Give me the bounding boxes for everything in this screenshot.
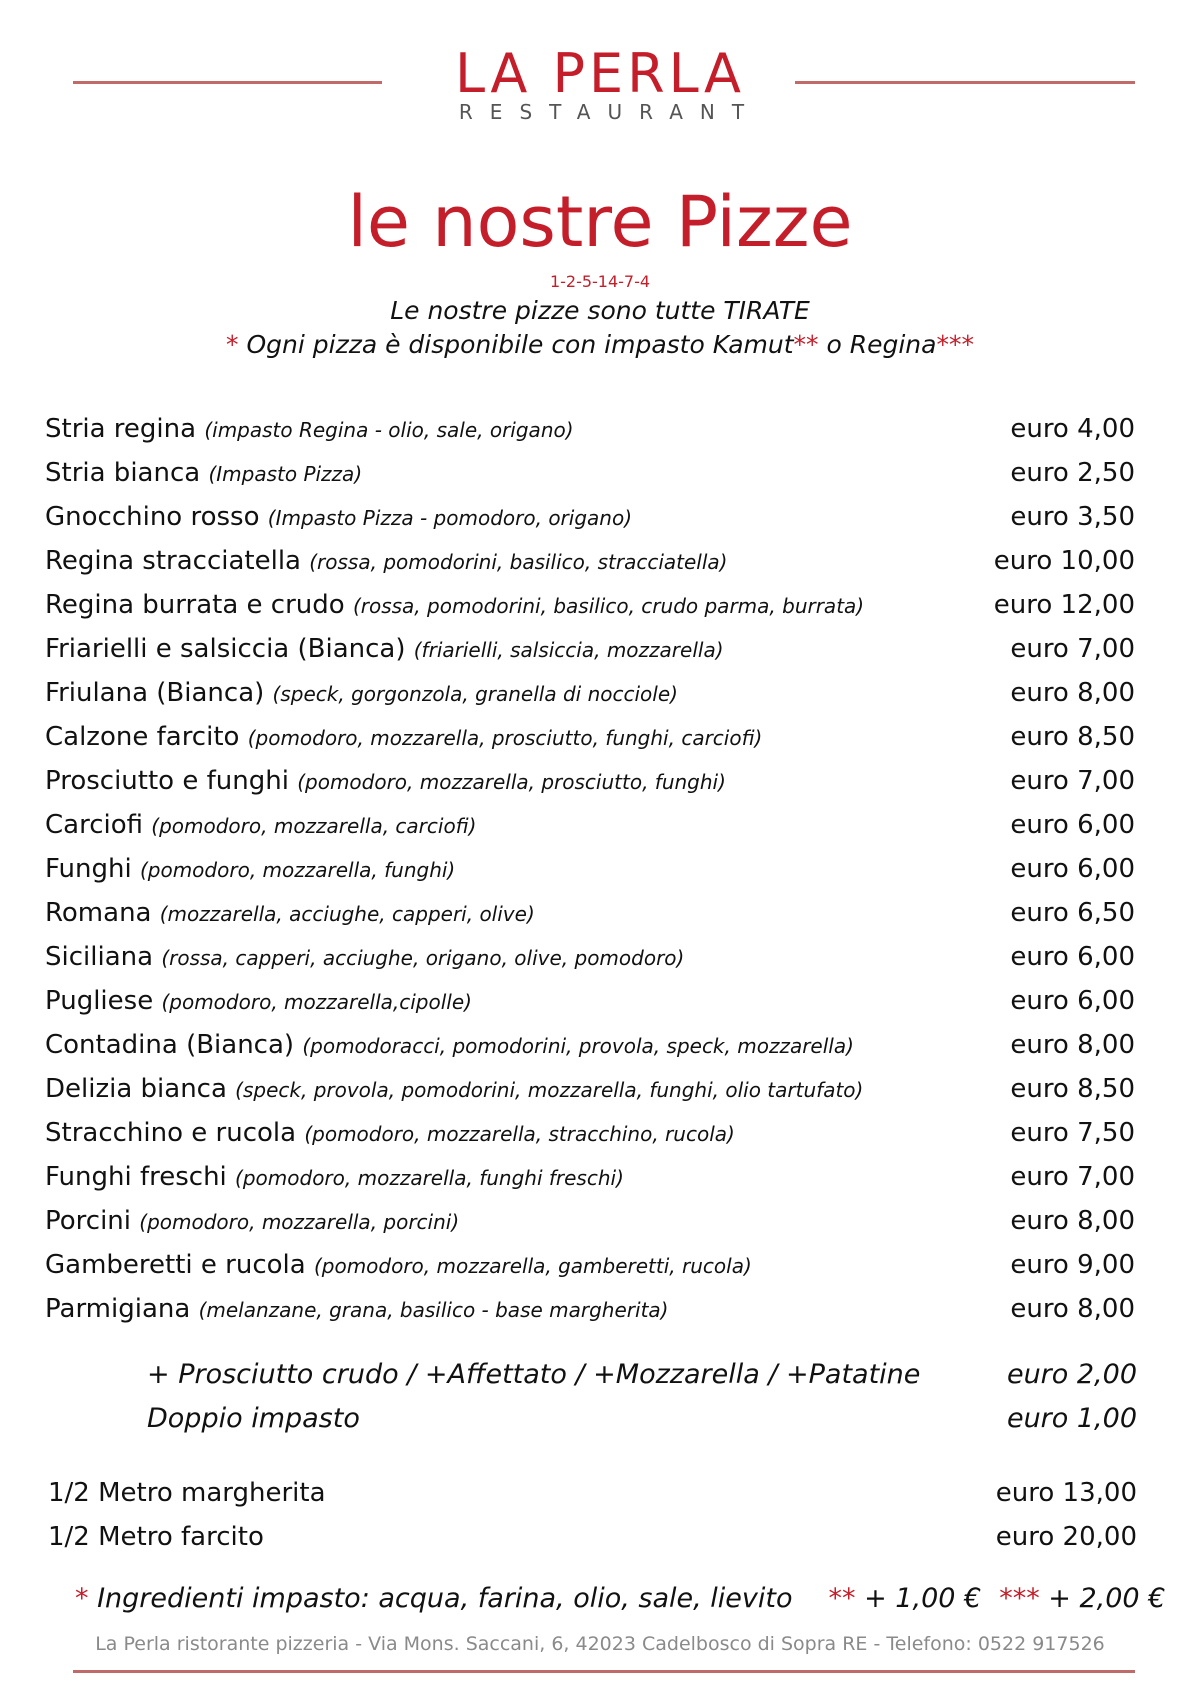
pizza-name-line: [45, 632, 724, 667]
pizza-ingredients: (rossa, pomodorini, basilico, crudo parma, burrata): [352, 594, 865, 618]
pizza-name-line: [45, 720, 762, 755]
pizza-name-line: [45, 1116, 735, 1151]
pizza-name-line: [45, 544, 727, 579]
pizza-price: euro 8,00: [1010, 1030, 1135, 1060]
pizza-name: Gnocchino rosso: [45, 502, 268, 532]
pizza-ingredients: (pomodoro, mozzarella, carciofi): [151, 814, 477, 838]
note-text-b: o Regina: [818, 330, 937, 359]
pizza-ingredients: (pomodoro, mozzarella, prosciutto, funghi): [297, 770, 726, 794]
pizza-price: euro 8,00: [1010, 678, 1135, 708]
extra-price: euro 2,00: [1006, 1359, 1137, 1390]
pizza-price: euro 6,00: [1010, 942, 1135, 972]
list-item: [45, 716, 1135, 760]
pizza-ingredients: (mozzarella, acciughe, capperi, olive): [159, 902, 535, 926]
list-item: [45, 1156, 1135, 1200]
pizza-price: euro 4,00: [1010, 414, 1135, 444]
pizza-name: Delizia bianca: [45, 1074, 236, 1104]
pizza-name-line: [45, 500, 632, 535]
pizza-ingredients: (pomodoro, mozzarella, prosciutto, funghi, carciofi): [247, 726, 763, 750]
metro-price: euro 13,00: [995, 1478, 1137, 1508]
pizza-price: euro 7,00: [1010, 634, 1135, 664]
extra-price: euro 1,00: [1006, 1403, 1137, 1434]
pizza-ingredients: (pomodoracci, pomodorini, provola, speck, mozzarella): [302, 1034, 854, 1058]
list-item: [45, 892, 1135, 936]
note-stars3: ***: [936, 330, 974, 359]
pizza-ingredients: (pomodoro, mozzarella, funghi freschi): [235, 1166, 624, 1190]
pizza-name-line: [45, 808, 476, 843]
pizza-price: euro 3,50: [1010, 502, 1135, 532]
footer-rule: [73, 1670, 1135, 1673]
pizza-name-line: [45, 1028, 854, 1063]
list-item: [45, 936, 1135, 980]
pizza-price: euro 2,50: [1010, 458, 1135, 488]
pizza-price: euro 6,00: [1010, 854, 1135, 884]
pizza-price: euro 6,00: [1010, 986, 1135, 1016]
pizza-ingredients: (friarielli, salsiccia, mozzarella): [413, 638, 724, 662]
footer-ingredients: Ingredienti impasto: acqua, farina, olio, sale, lievito: [88, 1583, 793, 1614]
pizza-ingredients: (speck, gorgonzola, granella di nocciole): [272, 682, 678, 706]
brand-subtitle: RESTAURANT: [458, 100, 762, 124]
pizza-ingredients: (pomodoro, mozzarella, stracchino, rucola): [304, 1122, 735, 1146]
pizza-name-line: [45, 1292, 668, 1327]
pizza-name: Regina burrata e crudo: [45, 590, 353, 620]
pizza-name-line: [45, 940, 684, 975]
extras-list: [147, 1356, 1137, 1444]
footer-star: *: [75, 1583, 89, 1614]
list-item: [45, 1244, 1135, 1288]
pizza-name: Funghi freschi: [45, 1162, 236, 1192]
extra-name: Doppio impasto: [147, 1403, 360, 1434]
metro-name: 1/2 Metro margherita: [48, 1478, 326, 1508]
pizza-name: Carciofi: [45, 810, 152, 840]
list-item: [45, 540, 1135, 584]
list-item: [45, 452, 1135, 496]
pizza-name-line: [45, 896, 535, 931]
pizza-price: euro 9,00: [1010, 1250, 1135, 1280]
allergen-codes: 1-2-5-14-7-4: [549, 272, 651, 291]
pizza-price: euro 12,00: [993, 590, 1135, 620]
pizza-name: Porcini: [45, 1206, 140, 1236]
pizza-ingredients: (pomodoro, mozzarella, funghi): [139, 858, 456, 882]
metro-item: [48, 1516, 1137, 1560]
pizza-name: Funghi: [45, 854, 140, 884]
extra-name: + Prosciutto crudo / +Affettato / +Mozzarella / +Patatine: [147, 1359, 921, 1390]
pizza-price: euro 6,00: [1010, 810, 1135, 840]
pizza-ingredients: (pomodoro, mozzarella, gamberetti, rucola): [313, 1254, 752, 1278]
pizza-name: Regina stracciatella: [45, 546, 310, 576]
page-title: le nostre Pizze: [347, 181, 853, 263]
pizza-name: Contadina (Bianca): [45, 1030, 303, 1060]
pizza-price: euro 6,50: [1010, 898, 1135, 928]
pizza-ingredients: (speck, provola, pomodorini, mozzarella, funghi, olio tartufato): [235, 1078, 864, 1102]
pizza-name-line: [45, 1160, 624, 1195]
pizza-name-line: [45, 412, 574, 447]
pizza-name: Stracchino e rucola: [45, 1118, 305, 1148]
pizza-ingredients: (pomodoro, mozzarella, porcini): [139, 1210, 460, 1234]
pizza-name: Pugliese: [45, 986, 162, 1016]
list-item: [45, 672, 1135, 716]
list-item: [45, 496, 1135, 540]
metro-item: [48, 1472, 1137, 1516]
pizza-name-line: [45, 852, 455, 887]
pizza-price: euro 8,00: [1010, 1206, 1135, 1236]
list-item: [45, 1200, 1135, 1244]
pizza-name: Romana: [45, 898, 160, 928]
pizza-list: [45, 408, 1135, 1332]
pizza-price: euro 8,50: [1010, 1074, 1135, 1104]
pizza-ingredients: (melanzane, grana, basilico - base margherita): [198, 1298, 669, 1322]
pizza-name-line: [45, 676, 678, 711]
list-item: [45, 760, 1135, 804]
note-star: *: [226, 330, 239, 359]
pizza-name-line: [45, 588, 864, 623]
pizza-price: euro 7,50: [1010, 1118, 1135, 1148]
pizza-price: euro 7,00: [1010, 766, 1135, 796]
note-text-a: Ogni pizza è disponibile con impasto Kamut: [238, 330, 794, 359]
note-stars2: **: [793, 330, 819, 359]
pizza-price: euro 7,00: [1010, 1162, 1135, 1192]
pizza-price: euro 8,00: [1010, 1294, 1135, 1324]
pizza-name-line: [45, 1248, 752, 1283]
pizza-name: Friarielli e salsiccia (Bianca): [45, 634, 414, 664]
metro-list: [48, 1472, 1137, 1560]
kamut-surcharge: + 1,00 €: [855, 1583, 982, 1614]
list-item: [45, 848, 1135, 892]
list-item: [45, 1288, 1135, 1332]
restaurant-address: La Perla ristorante pizzeria - Via Mons. Saccani, 6, 42023 Cadelbosco di Sopra RE - Telefono: 0522 917526: [95, 1633, 1105, 1655]
pizza-ingredients: (rossa, capperi, acciughe, origano, olive, pomodoro): [161, 946, 685, 970]
pizza-name: Friulana (Bianca): [45, 678, 273, 708]
footer-stars2: **: [828, 1583, 856, 1614]
list-item: [45, 628, 1135, 672]
pizza-name-line: [45, 764, 726, 799]
pizza-price: euro 8,50: [1010, 722, 1135, 752]
list-item: [45, 584, 1135, 628]
list-item: [45, 804, 1135, 848]
pizza-name: Prosciutto e funghi: [45, 766, 298, 796]
extra-item: [147, 1400, 1137, 1444]
footer-stars3: ***: [999, 1583, 1040, 1614]
pizza-ingredients: (pomodoro, mozzarella,cipolle): [161, 990, 472, 1014]
list-item: [45, 1068, 1135, 1112]
extra-item: [147, 1356, 1137, 1400]
pizza-name-line: [45, 1072, 863, 1107]
pizza-name-line: [45, 984, 472, 1019]
regina-surcharge: + 2,00 €: [1039, 1583, 1166, 1614]
pizza-name: Siciliana: [45, 942, 162, 972]
pizza-name-line: [45, 1204, 459, 1239]
list-item: [45, 1024, 1135, 1068]
metro-price: euro 20,00: [995, 1522, 1137, 1552]
pizza-name: Parmigiana: [45, 1294, 199, 1324]
list-item: [45, 408, 1135, 452]
note-impasto: [0, 330, 1200, 360]
pizza-name-line: [45, 456, 362, 491]
list-item: [45, 1112, 1135, 1156]
pizza-name: Stria regina: [45, 414, 205, 444]
pizza-ingredients: (rossa, pomodorini, basilico, stracciatella): [309, 550, 728, 574]
dough-ingredients-note: [75, 1582, 1166, 1616]
pizza-name: Gamberetti e rucola: [45, 1250, 314, 1280]
note-tirate: Le nostre pizze sono tutte TIRATE: [390, 296, 810, 325]
pizza-ingredients: (Impasto Pizza - pomodoro, origano): [267, 506, 632, 530]
pizza-name: Stria bianca: [45, 458, 209, 488]
list-item: [45, 980, 1135, 1024]
pizza-name: Calzone farcito: [45, 722, 248, 752]
metro-name: 1/2 Metro farcito: [48, 1522, 264, 1552]
pizza-price: euro 10,00: [993, 546, 1135, 576]
brand-name: LA PERLA: [455, 42, 745, 105]
pizza-ingredients: (Impasto Pizza): [208, 462, 363, 486]
pizza-ingredients: (impasto Regina - olio, sale, origano): [204, 418, 574, 442]
